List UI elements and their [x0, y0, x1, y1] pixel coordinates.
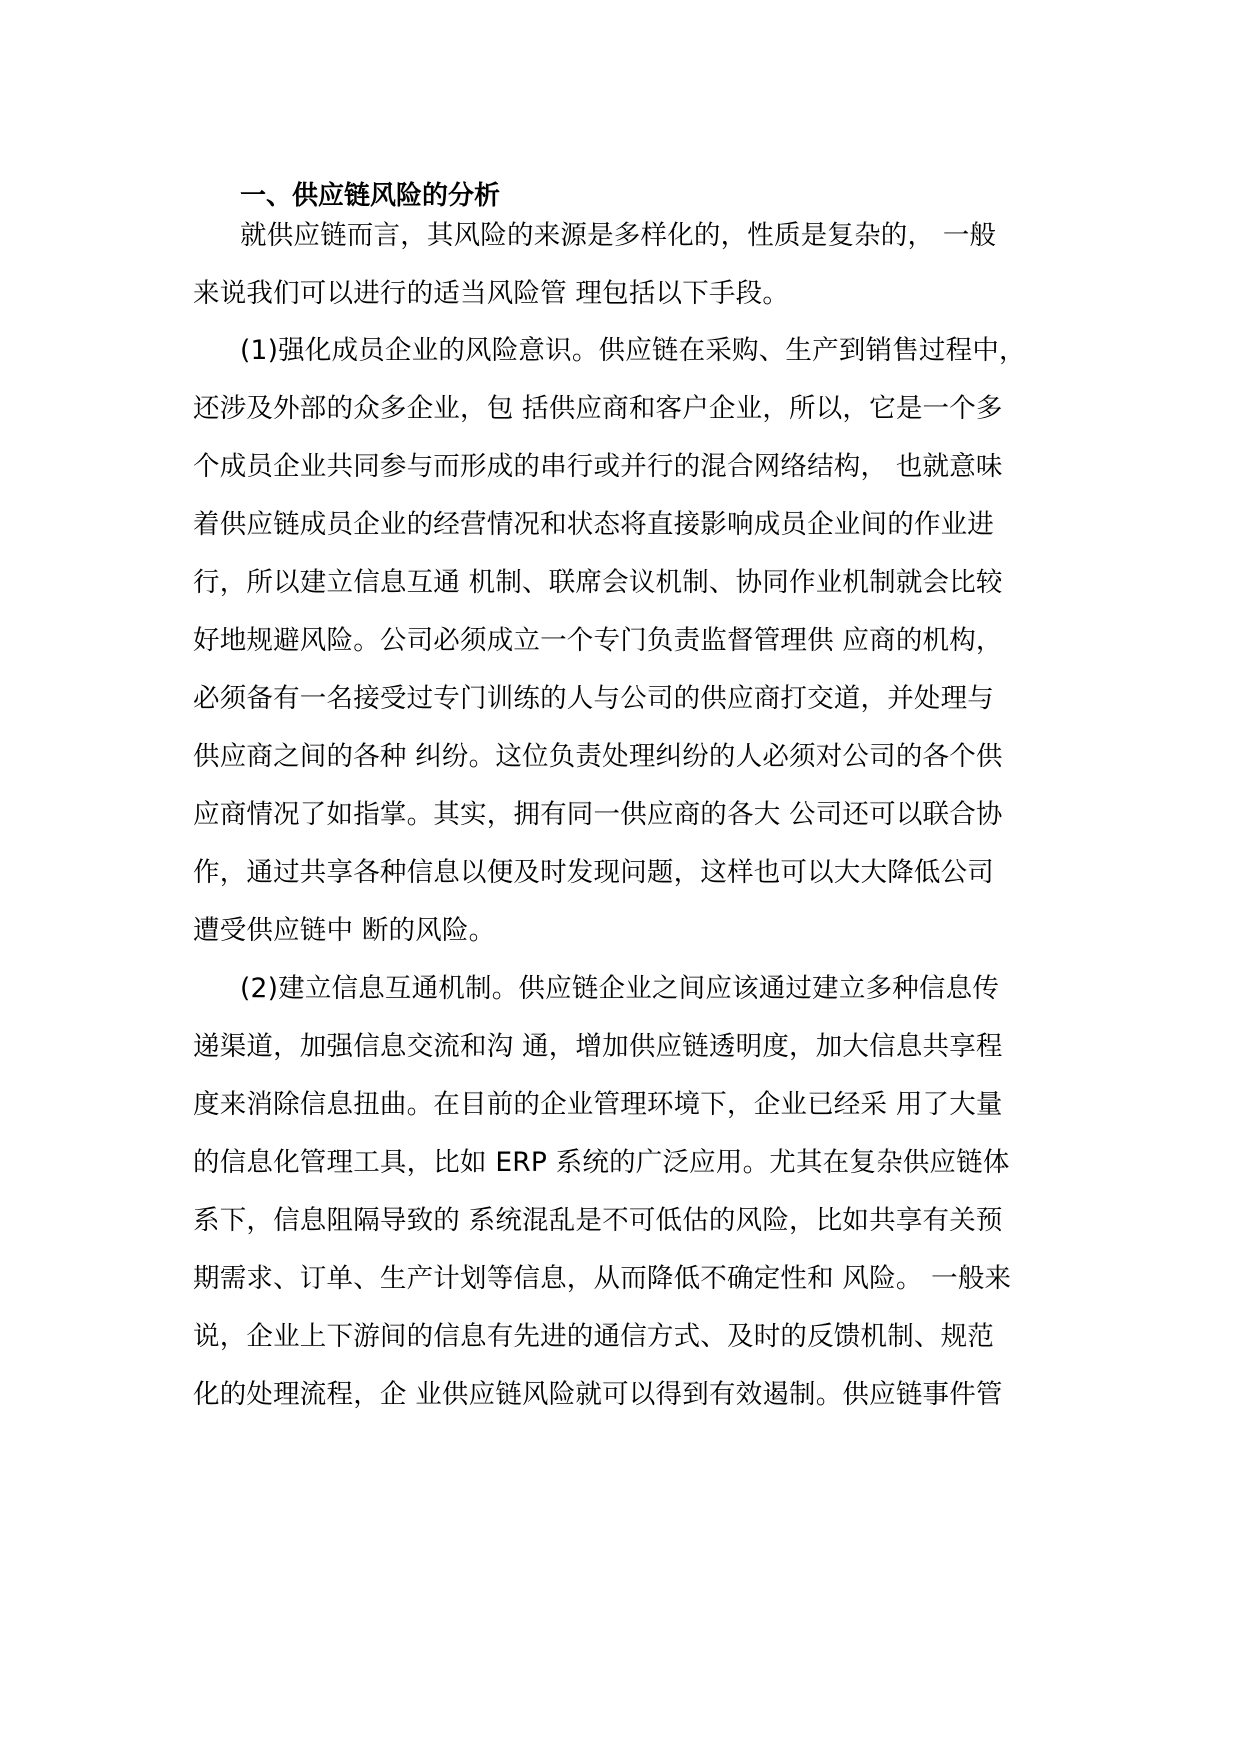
paragraph-line: 度来消除信息扭曲。在目前的企业管理环境下，企业已经采 用了大量 [193, 1089, 1003, 1120]
paragraph-line: 供应商之间的各种 纠纷。这位负责处理纠纷的人必须对公司的各个供 [193, 741, 1003, 772]
paragraph-line: 行，所以建立信息互通 机制、联席会议机制、协同作业机制就会比较 [193, 567, 1003, 598]
paragraph-line: 就供应链而言，其风险的来源是多样化的，性质是复杂的， 一般 [240, 220, 997, 251]
paragraph-line: 期需求、订单、生产计划等信息，从而降低不确定性和 风险。 一般来 [193, 1263, 1012, 1294]
paragraph-line: 遭受供应链中 断的风险。 [193, 915, 496, 946]
section-heading: 一、供应链风险的分析 [240, 181, 501, 211]
paragraph-line: 递渠道，加强信息交流和沟 通，增加供应链透明度，加大信息共享程 [193, 1031, 1003, 1062]
paragraph-line: 必须备有一名接受过专门训练的人与公司的供应商打交道，并处理与 [193, 683, 994, 714]
paragraph-line: 着供应链成员企业的经营情况和状态将直接影响成员企业间的作业进 [193, 509, 994, 540]
paragraph-line: (2)建立信息互通机制。供应链企业之间应该通过建立多种信息传 [240, 973, 1000, 1004]
paragraph-line: 的信息化管理工具，比如 ERP 系统的广泛应用。尤其在复杂供应链体 [193, 1147, 1010, 1178]
paragraph-line: 个成员企业共同参与而形成的串行或并行的混合网络结构， 也就意味 [193, 451, 1003, 482]
paragraph-line: 来说我们可以进行的适当风险管 理包括以下手段。 [193, 278, 790, 309]
paragraph-line: 系下，信息阻隔导致的 系统混乱是不可低估的风险，比如共享有关预 [193, 1205, 1003, 1236]
paragraph-line: 说，企业上下游间的信息有先进的通信方式、及时的反馈机制、规范 [193, 1321, 994, 1352]
paragraph-line: (1)强化成员企业的风险意识。供应链在采购、生产到销售过程中， [240, 335, 1026, 366]
paragraph-line: 作，通过共享各种信息以便及时发现问题，这样也可以大大降低公司 [193, 857, 994, 888]
paragraph-line: 应商情况了如指掌。其实，拥有同一供应商的各大 公司还可以联合协 [193, 799, 1003, 830]
paragraph-line: 化的处理流程，企 业供应链风险就可以得到有效遏制。供应链事件管 [193, 1379, 1003, 1410]
paragraph-line: 还涉及外部的众多企业，包 括供应商和客户企业，所以，它是一个多 [193, 393, 1003, 424]
paragraph-line: 好地规避风险。公司必须成立一个专门负责监督管理供 应商的机构， [193, 625, 1003, 656]
